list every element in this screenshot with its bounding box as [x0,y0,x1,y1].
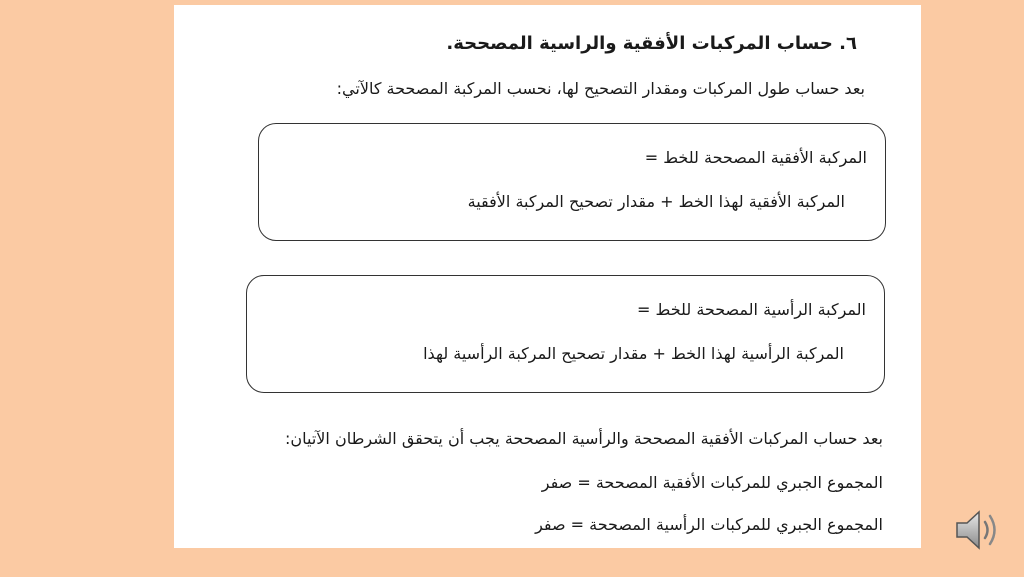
speaker-icon[interactable] [953,505,1005,555]
horizontal-formula-body: المركبة الأفقية لهذا الخط + مقدار تصحيح المركبة الأفقية [467,192,845,211]
section-heading: ٦. حساب المركبات الأفقية والراسية المصححة. [446,33,857,54]
vertical-formula-box [246,275,885,393]
condition-vertical: المجموع الجبري للمركبات الرأسية المصححة = صفر [535,515,883,534]
horizontal-formula-title: المركبة الأفقية المصححة للخط = [644,148,867,167]
intro-text: بعد حساب طول المركبات ومقدار التصحيح لها، نحسب المركبة المصححة كالآتي: [336,79,865,98]
condition-horizontal: المجموع الجبري للمركبات الأفقية المصححة = صفر [541,473,883,492]
conditions-intro: بعد حساب المركبات الأفقية المصححة والرأسية المصححة يجب أن يتحقق الشرطان الآتيان: [285,429,883,448]
vertical-formula-body: المركبة الرأسية لهذا الخط + مقدار تصحيح المركبة الرأسية لهذا [423,344,844,363]
vertical-formula-title: المركبة الرأسية المصححة للخط = [637,300,866,319]
horizontal-formula-box [258,123,886,241]
document-page [174,5,921,548]
